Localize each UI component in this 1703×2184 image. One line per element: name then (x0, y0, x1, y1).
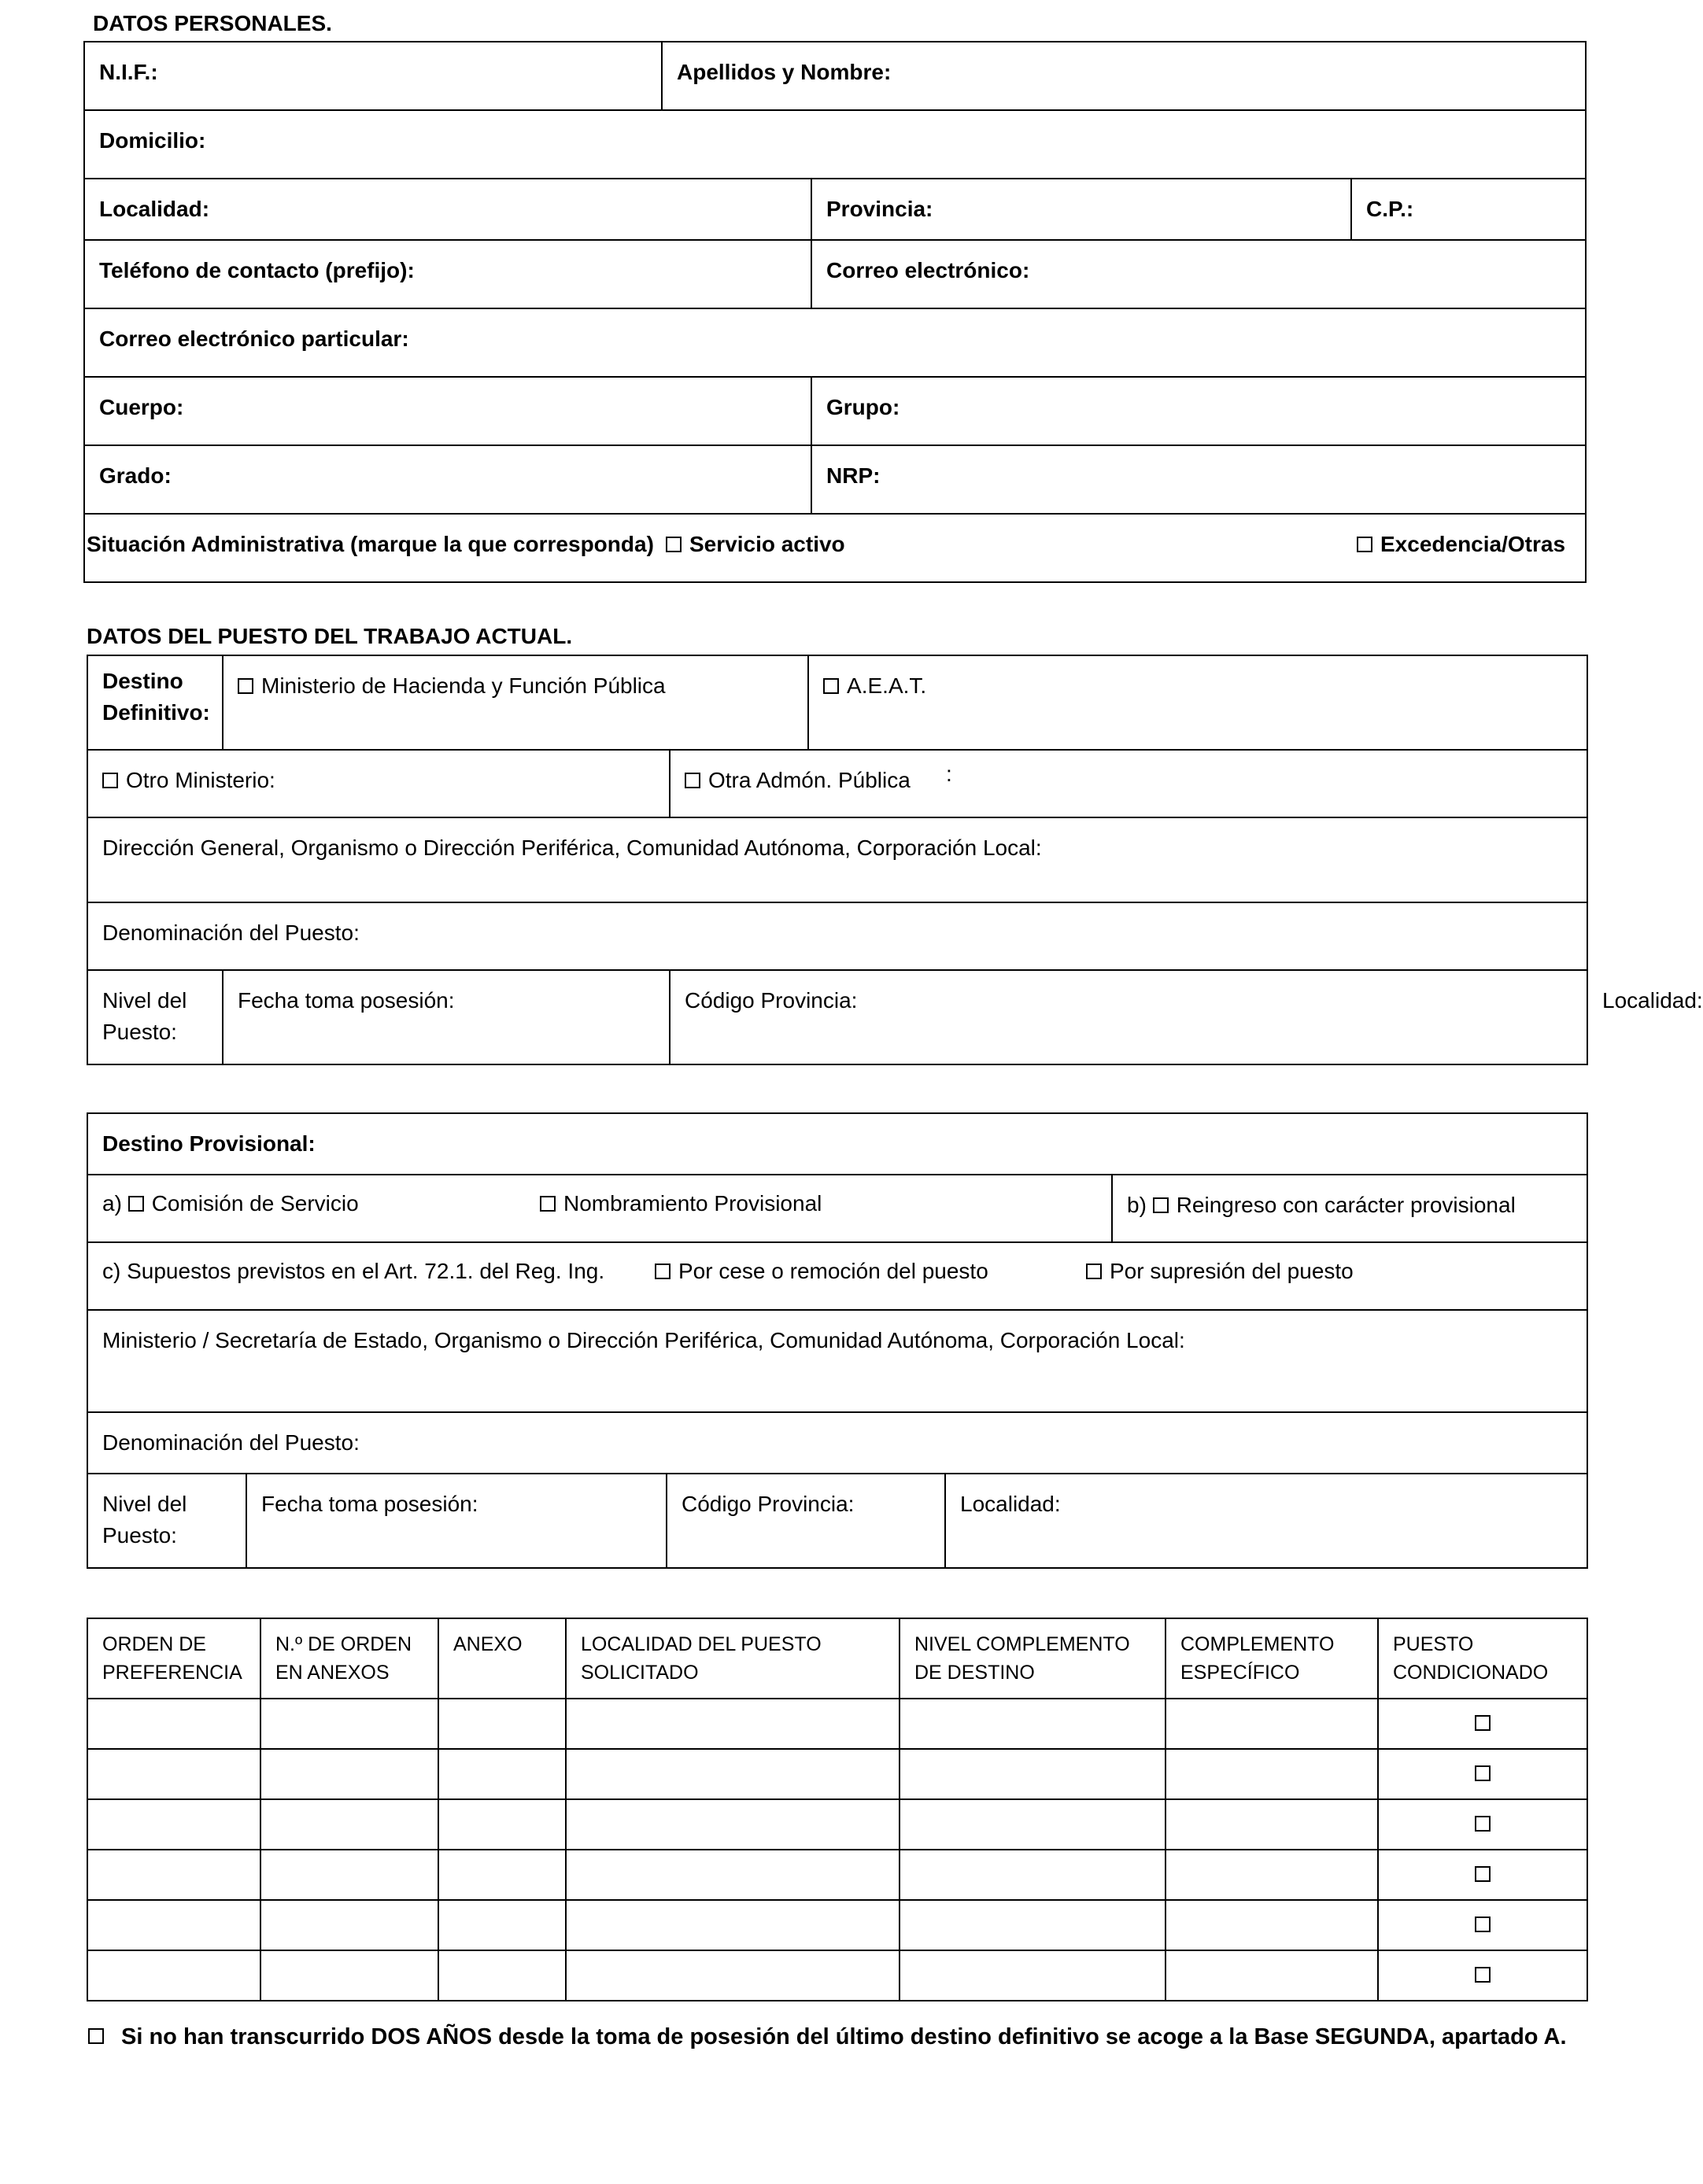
table-cell[interactable] (900, 1900, 1166, 1950)
servicio-activo-checkbox[interactable] (666, 537, 682, 552)
nombramiento-checkbox[interactable] (540, 1196, 556, 1212)
localidad-field[interactable] (84, 179, 811, 240)
puesto-condicionado-cell (1378, 1950, 1587, 2001)
table-cell[interactable] (260, 1799, 438, 1850)
base-segunda-checkbox[interactable] (88, 2028, 104, 2044)
table-row (87, 1950, 1587, 2001)
nrp-field[interactable] (811, 445, 1586, 514)
aeat-checkbox[interactable] (823, 678, 839, 694)
nombre-label: Apellidos y Nombre: (677, 60, 892, 84)
table-cell[interactable] (1166, 1900, 1378, 1950)
table-cell[interactable] (260, 1900, 438, 1950)
cuerpo-label: Cuerpo: (99, 395, 184, 419)
excedencia-checkbox[interactable] (1357, 537, 1372, 552)
provisional-fecha-field[interactable] (246, 1474, 667, 1568)
personal-data-table (83, 41, 1587, 583)
table-cell[interactable] (1166, 1799, 1378, 1850)
situacion-row (84, 514, 1586, 582)
nif-field[interactable] (84, 42, 662, 110)
provisional-nivel-label: Nivel del Puesto: (102, 1492, 187, 1548)
telefono-field[interactable] (84, 240, 811, 308)
nombramiento-option[interactable]: Nombramiento Provisional (540, 1191, 822, 1216)
table-cell[interactable] (87, 1749, 260, 1799)
provisional-denominacion-field[interactable] (87, 1412, 1587, 1474)
localidad-label: Localidad: (99, 197, 210, 221)
otro-ministerio-option[interactable]: Otro Ministerio: (87, 750, 670, 817)
table-cell[interactable] (438, 1749, 566, 1799)
table-cell[interactable] (566, 1699, 900, 1749)
cp-label: C.P.: (1366, 197, 1414, 221)
nif-label: N.I.F.: (99, 60, 158, 84)
otra-admon-option[interactable]: Otra Admón. Pública : (670, 750, 1587, 817)
table-cell[interactable] (438, 1699, 566, 1749)
servicio-activo-option[interactable]: Servicio activo (666, 532, 845, 557)
puesto-condicionado-checkbox[interactable] (1475, 1715, 1491, 1731)
ministerio-hacienda-checkbox[interactable] (238, 678, 253, 694)
table-cell[interactable] (566, 1950, 900, 2001)
table-cell[interactable] (1166, 1950, 1378, 2001)
table-cell[interactable] (1166, 1850, 1378, 1900)
col-orden-preferencia: ORDEN DE PREFERENCIA (87, 1618, 260, 1699)
supuestos-label: c) Supuestos previstos en el Art. 72.1. del Reg. Ing. (102, 1259, 605, 1283)
section-heading-datos-personales: DATOS PERSONALES. (93, 11, 332, 35)
correo-particular-field[interactable] (84, 308, 1586, 377)
ministerio-hacienda-option[interactable]: Ministerio de Hacienda y Función Pública (223, 655, 808, 750)
codigo-provincia-label: Código Provincia: (685, 988, 858, 1013)
table-cell[interactable] (900, 1950, 1166, 2001)
table-row (87, 1799, 1587, 1850)
table-row (87, 1699, 1587, 1749)
destino-provisional-table (87, 1112, 1588, 1569)
grupo-field[interactable] (811, 377, 1586, 445)
provincia-field[interactable] (811, 179, 1351, 240)
puesto-condicionado-cell (1378, 1850, 1587, 1900)
supuestos-row (87, 1242, 1587, 1310)
telefono-label: Teléfono de contacto (prefijo): (99, 258, 415, 282)
solicitudes-rows (87, 1699, 1587, 2001)
excedencia-option[interactable]: Excedencia/Otras (1357, 532, 1565, 557)
table-cell[interactable] (438, 1950, 566, 2001)
aeat-option[interactable]: A.E.A.T. (808, 655, 1587, 750)
puesto-condicionado-cell (1378, 1699, 1587, 1749)
provisional-localidad-label: Localidad: (960, 1492, 1061, 1516)
table-cell[interactable] (87, 1950, 260, 2001)
correo-field[interactable] (811, 240, 1586, 308)
cese-checkbox[interactable] (655, 1264, 670, 1279)
puesto-condicionado-checkbox[interactable] (1475, 1917, 1491, 1932)
domicilio-field[interactable] (84, 110, 1586, 179)
comision-checkbox[interactable] (128, 1196, 144, 1212)
col-orden-anexos: N.º DE ORDEN EN ANEXOS (260, 1618, 438, 1699)
table-cell[interactable] (87, 1699, 260, 1749)
col-localidad: LOCALIDAD DEL PUESTO SOLICITADO (566, 1618, 900, 1699)
destino-provisional-heading-cell (87, 1113, 1587, 1175)
grado-label: Grado: (99, 463, 172, 488)
supresion-option[interactable]: Por supresión del puesto (1086, 1259, 1354, 1284)
denominacion-field[interactable] (87, 902, 1587, 970)
otra-admon-colon: : (946, 762, 952, 786)
nrp-label: NRP: (826, 463, 881, 488)
table-cell[interactable] (1166, 1699, 1378, 1749)
solicitudes-table (87, 1618, 1588, 2001)
puesto-condicionado-cell (1378, 1749, 1587, 1799)
table-row (87, 1900, 1587, 1950)
reingreso-option[interactable]: b) Reingreso con carácter provisional (1112, 1175, 1587, 1242)
col-puesto-condicionado: PUESTO CONDICIONADO (1378, 1618, 1587, 1699)
provisional-codigo-provincia-label: Código Provincia: (682, 1492, 855, 1516)
table-row (87, 1850, 1587, 1900)
provisional-denominacion-label: Denominación del Puesto: (102, 1430, 360, 1455)
grupo-label: Grupo: (826, 395, 900, 419)
table-row (87, 1749, 1587, 1799)
provisional-codigo-provincia-field[interactable] (667, 1474, 945, 1568)
provisional-nivel-field[interactable] (87, 1474, 246, 1568)
situacion-label: Situación Administrativa (marque la que corresponda) (87, 532, 654, 556)
table-cell[interactable] (87, 1900, 260, 1950)
provincia-label: Provincia: (826, 197, 933, 221)
col-nivel-complemento: NIVEL COMPLEMENTO DE DESTINO (900, 1618, 1166, 1699)
table-cell[interactable] (1166, 1749, 1378, 1799)
puesto-condicionado-cell (1378, 1900, 1587, 1950)
table-cell[interactable] (87, 1799, 260, 1850)
col-anexo: ANEXO (438, 1618, 566, 1699)
localidad-actual-label: Localidad: (1602, 988, 1703, 1013)
supresion-checkbox[interactable] (1086, 1264, 1102, 1279)
destino-provisional-label: Destino Provisional: (102, 1131, 316, 1156)
puesto-condicionado-cell (1378, 1799, 1587, 1850)
table-cell[interactable] (566, 1850, 900, 1900)
section-heading-puesto-actual: DATOS DEL PUESTO DEL TRABAJO ACTUAL. (87, 624, 573, 648)
correo-label: Correo electrónico: (826, 258, 1030, 282)
puesto-condicionado-checkbox[interactable] (1475, 1816, 1491, 1832)
otra-admon-checkbox[interactable] (685, 773, 700, 788)
nombre-field[interactable] (662, 42, 1586, 110)
puesto-actual-table (87, 655, 1703, 1065)
fecha-label: Fecha toma posesión: (238, 988, 455, 1013)
puesto-condicionado-checkbox[interactable] (1475, 1765, 1491, 1781)
table-cell[interactable] (566, 1900, 900, 1950)
fecha-field[interactable] (223, 970, 670, 1064)
cp-field[interactable] (1351, 179, 1586, 240)
table-cell[interactable] (900, 1799, 1166, 1850)
provisional-localidad-field[interactable] (945, 1474, 1587, 1568)
direccion-general-label: Dirección General, Organismo o Dirección Periférica, Comunidad Autónoma, Corporación Local: (102, 836, 1042, 860)
table-cell[interactable] (260, 1749, 438, 1799)
destino-definitivo-label: Destino Definitivo: (102, 669, 210, 725)
table-cell[interactable] (260, 1699, 438, 1749)
cuerpo-field[interactable] (84, 377, 811, 445)
comision-option[interactable]: a) Comisión de Servicio (102, 1191, 359, 1216)
provisional-a-row (87, 1175, 1112, 1242)
correo-particular-label: Correo electrónico particular: (99, 326, 409, 351)
base-segunda-label: Si no han transcurrido DOS AÑOS desde la toma de posesión del último destino definitivo se acoge a la Base SEGUNDA, apartado A. (121, 2024, 1567, 2049)
table-cell[interactable] (438, 1850, 566, 1900)
provisional-fecha-label: Fecha toma posesión: (261, 1492, 478, 1516)
nivel-field[interactable] (87, 970, 223, 1064)
table-cell[interactable] (260, 1950, 438, 2001)
table-cell[interactable] (566, 1799, 900, 1850)
table-cell[interactable] (438, 1900, 566, 1950)
table-cell[interactable] (900, 1699, 1166, 1749)
domicilio-label: Domicilio: (99, 128, 206, 153)
codigo-provincia-field[interactable] (670, 970, 1587, 1064)
table-cell[interactable] (900, 1850, 1166, 1900)
nivel-label: Nivel del Puesto: (102, 988, 187, 1044)
table-cell[interactable] (566, 1749, 900, 1799)
base-segunda-option[interactable] (88, 2024, 1567, 2050)
otro-ministerio-checkbox[interactable] (102, 773, 118, 788)
table-cell[interactable] (87, 1850, 260, 1900)
puesto-condicionado-checkbox[interactable] (1475, 1866, 1491, 1882)
table-cell[interactable] (438, 1799, 566, 1850)
direccion-general-field[interactable] (87, 817, 1587, 902)
table-cell[interactable] (900, 1749, 1166, 1799)
grado-field[interactable] (84, 445, 811, 514)
cese-option[interactable]: Por cese o remoción del puesto (655, 1259, 988, 1284)
denominacion-label: Denominación del Puesto: (102, 920, 360, 945)
provisional-ministerio-field[interactable] (87, 1310, 1587, 1412)
provisional-ministerio-label: Ministerio / Secretaría de Estado, Organismo o Dirección Periférica, Comunidad Autónoma, Corporación Local: (102, 1328, 1185, 1352)
destino-definitivo-cell (87, 655, 223, 750)
col-complemento-especifico: COMPLEMENTO ESPECÍFICO (1166, 1618, 1378, 1699)
reingreso-checkbox[interactable] (1153, 1197, 1169, 1213)
table-cell[interactable] (260, 1850, 438, 1900)
puesto-condicionado-checkbox[interactable] (1475, 1967, 1491, 1983)
